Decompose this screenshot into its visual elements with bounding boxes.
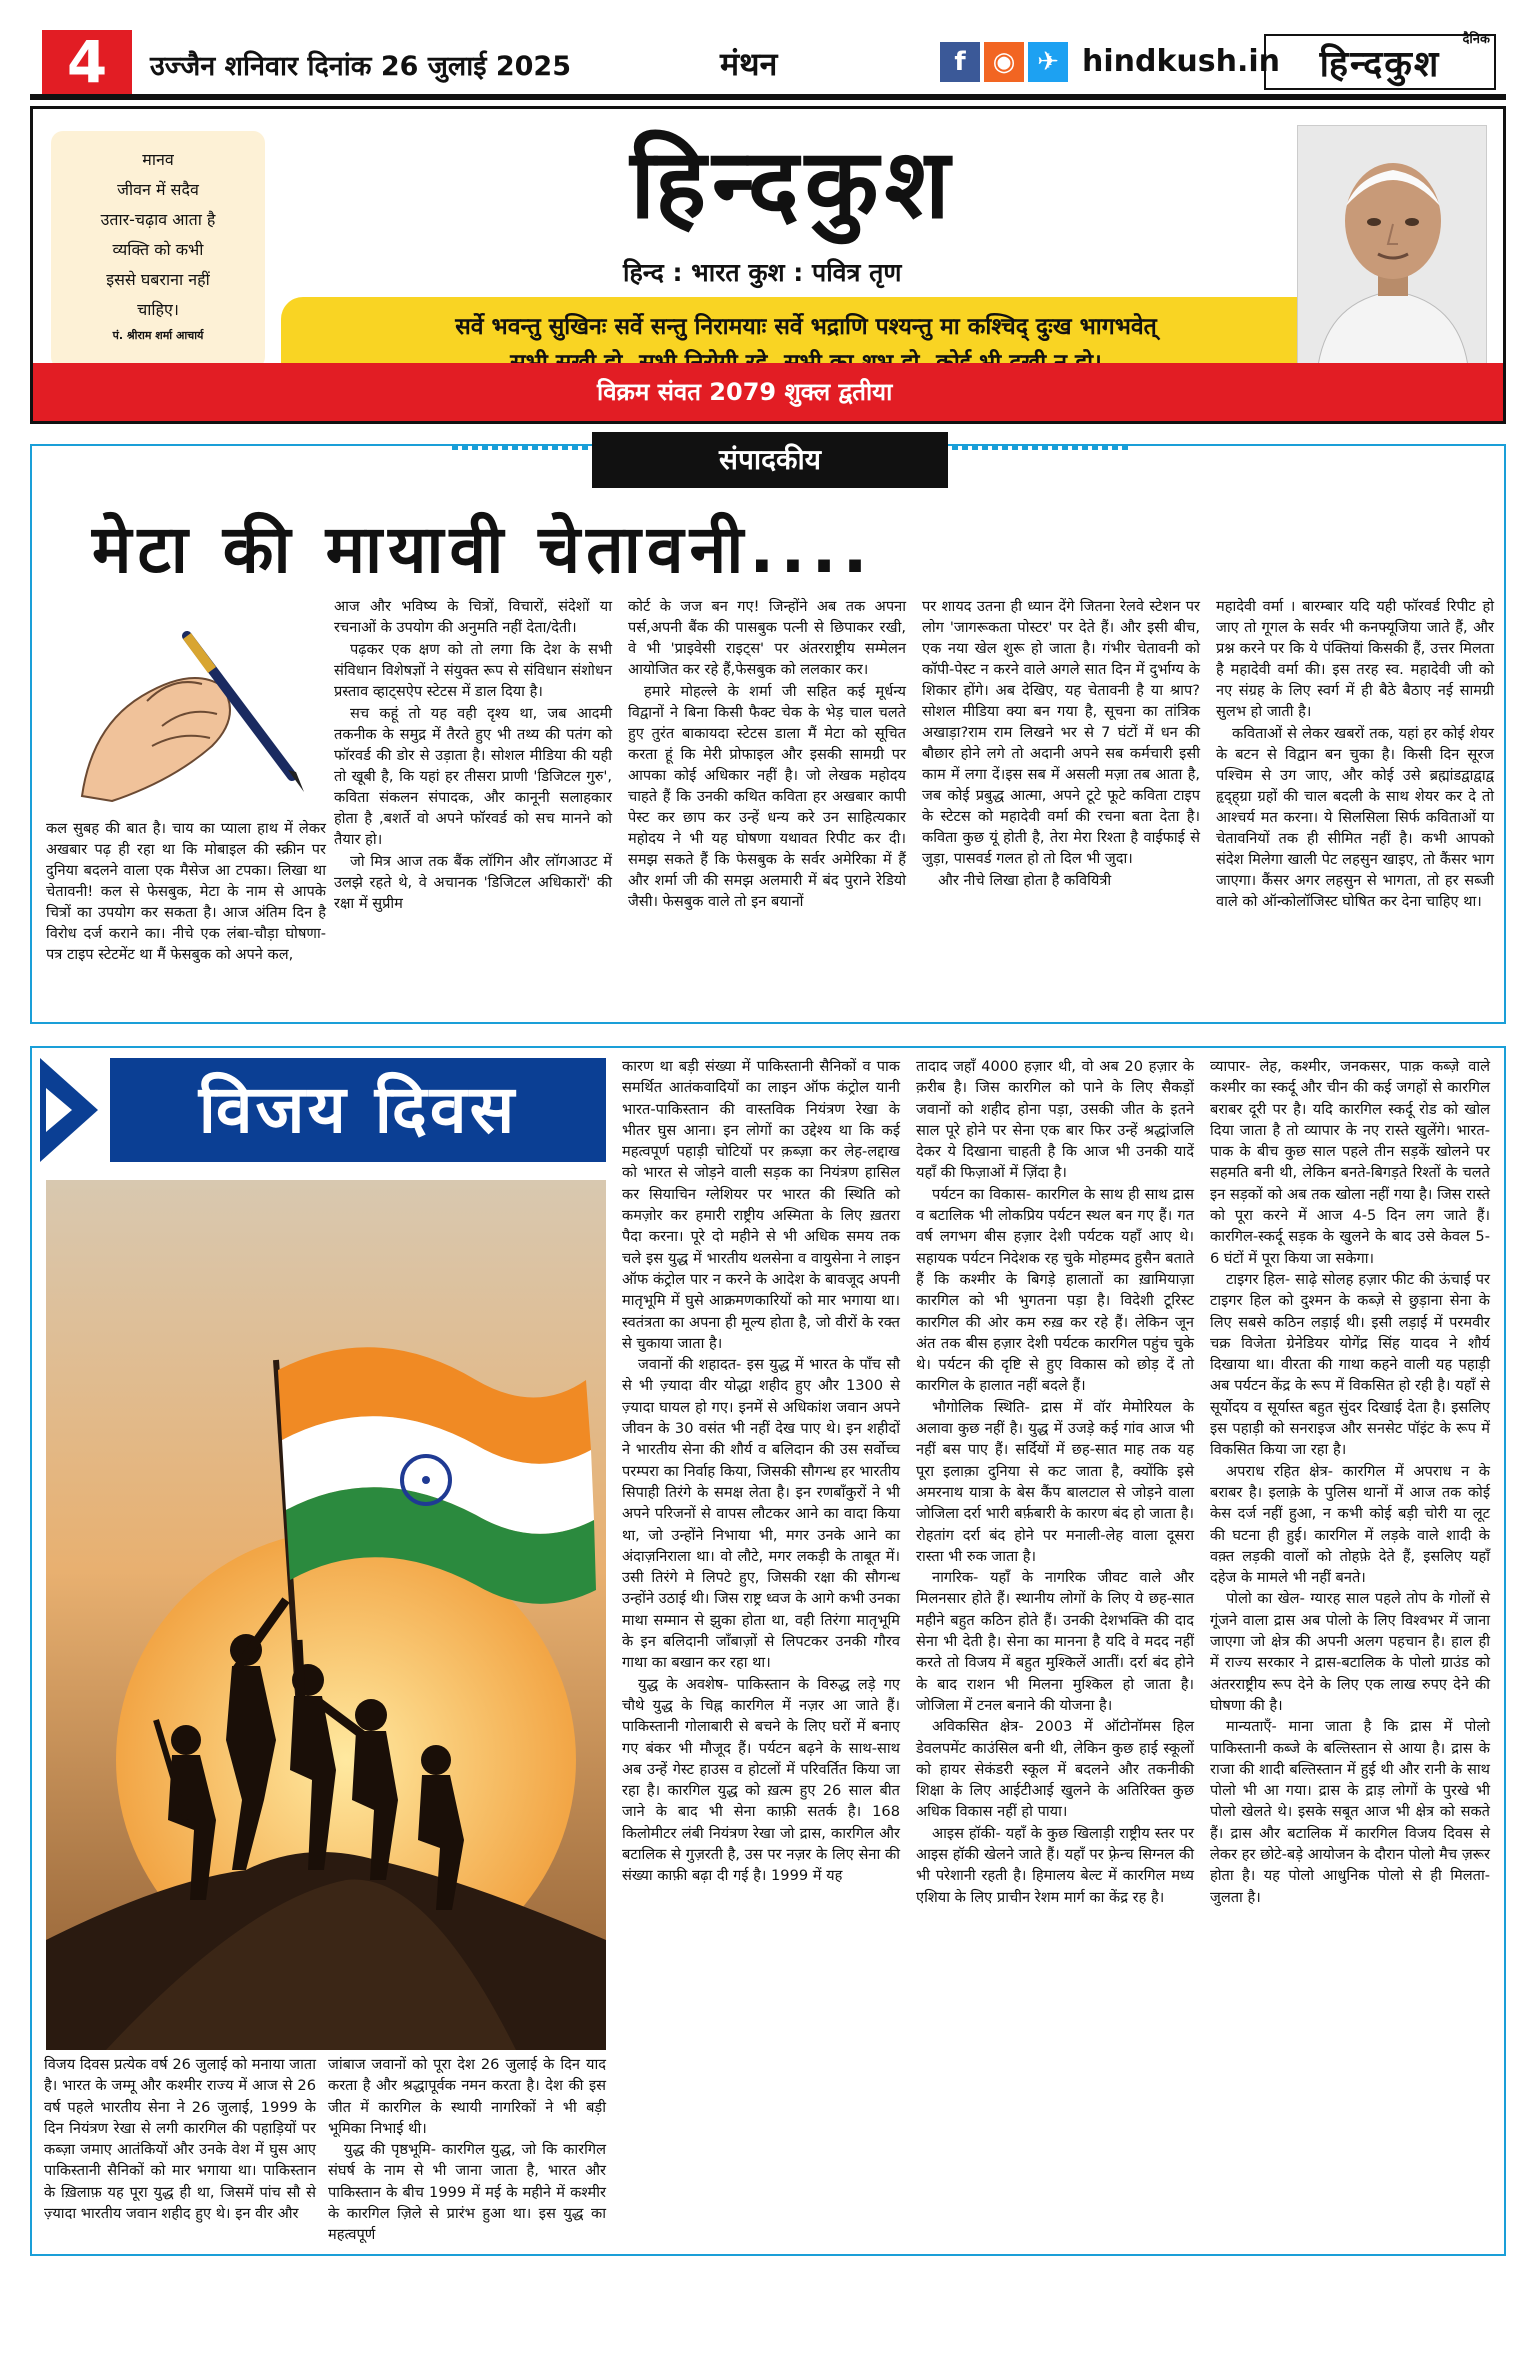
thought-line: इससे घबराना नहीं — [106, 270, 210, 289]
paragraph: जो मित्र आज तक बैंक लॉगिन और लॉगआउट में उलझे रहते थे, वे अचानक 'डिजिटल अधिकारों' की रक्षा में सुप्रीम — [334, 853, 612, 912]
editorial-column-4 — [922, 596, 1200, 892]
paragraph: कारण था बड़ी संख्या में पाकिस्तानी सैनिकों व पाक समर्थित आतंकवादियों का लाइन ऑफ कंट्रोल यानी भारत-पाकिस्तान की वास्तविक नियंत्रण रेखा के भीतर घुस आना। इन लोगों का उद्देश्य था कि कई महत्वपूर्ण पहाड़ी चोटियों पर क़ब्ज़ा कर लेह-लद्दाख को भारत से जोड़ने वाली सड़क का नियंत्रण हासिल कर सियाचिन ग्लेशियर पर भारत की स्थिति को कमज़ोर कर हमारी राष्ट्रीय अस्मिता के लिए ख़तरा पैदा करना। पूरे दो महीने से भी अधिक समय तक चले इस युद्ध में भारतीय थलसेना व वायुसेना ने लाइन ऑफ कंट्रोल पार न करने के आदेश के बावजूद अपनी मातृभूमि में घुसे आक्रमणकारियों को मार भगाया था। स्वतंत्रता का अपना ही मूल्य होता है, जो वीरों के रक्त से चुकाया जाता है। — [622, 1058, 900, 1352]
newspaper-title: हिन्दकुश — [630, 127, 956, 240]
paragraph: कोर्ट के जज बन गए! जिन्होंने अब तक अपना पर्स,अपनी बैंक की पासबुक पत्नी से छिपाकर रखी, वे भी 'प्राइवेसी राइट्स' पर अंतरराष्ट्रीय सम्मेलन आयोजित कर रहे हैं,फेसबुक को ललकार कर। — [628, 598, 906, 678]
editorial-column-2 — [334, 596, 612, 915]
paragraph: आज और भविष्य के चित्रों, विचारों, संदेशों या रचनाओं के उपयोग की अनुमति नहीं देता/देती। — [334, 598, 612, 636]
social-icons — [940, 42, 1068, 82]
small-logo-text: हिन्दकुश — [1319, 43, 1441, 85]
paragraph: अपराध रहित क्षेत्र- कारगिल में अपराध न के बराबर है। इलाक़े के पुलिस थानों में आज तक कोई केस दर्ज नहीं हुआ, न कभी कोई बड़ी चोरी या लूट की घटना ही हुई। कारगिल में लड़के वाले शादी के वक़्त लड़की वालों को तोहफ़े देते हैं, इसलिए यहाँ दहेज के मामले भी नहीं बनते। — [1210, 1462, 1490, 1587]
editorial-column-1 — [46, 818, 326, 966]
thought-line: व्यक्ति को कभी — [112, 240, 204, 259]
portrait-illustration — [1298, 126, 1487, 365]
pen-hand-illustration — [52, 606, 322, 806]
twitter-icon[interactable]: ✈ — [1028, 42, 1068, 82]
paragraph: विजय दिवस प्रत्येक वर्ष 26 जुलाई को मनाया जाता है। भारत के जम्मू और कश्मीर राज्य में आज से 26 वर्ष पहले भारतीय सेना ने 26 जुलाई, 1999 के दिन नियंत्रण रेखा से लगी कारगिल की पहाड़ियों पर कब्ज़ा जमाए आतंकियों और उनके वेश में घुस आए पाकिस्तानी सैनिकों को मार भगाया था। पाकिस्तान के ख़िलाफ़ यह पूरा युद्ध ही था, जिसमें पांच सौ से ज़्यादा भारतीय जवान शहीद हुए थे। इन वीर और — [44, 2056, 316, 2223]
paragraph: जवानों की शहादत- इस युद्ध में भारत के पाँच सौ से भी ज़्यादा वीर योद्धा शहीद हुए और 1300 से ज़्यादा घायल हो गए। इनमें से अधिकांश जवान अपने जीवन के 30 वसंत भी नहीं देख पाए थे। इन शहीदों ने भारतीय सेना की शौर्य व बलिदान की उस सर्वोच्च परम्परा का निर्वाह किया, जिसकी सौगन्ध हर भारतीय सिपाही तिरंगे के समक्ष लेता है। इन रणबाँकुरों ने भी अपने परिजनों से वापस लौटकर आने का वादा किया था, जो उन्होंने निभाया भी, मगर उनके आने का अंदाज़निराला था। वो लौटे, मगर लकड़ी के ताबूत में। उसी तिरंगे मे लिपटे हुए, जिसकी रक्षा की सौगन्ध उन्होंने उठाई थी। जिस राष्ट्र ध्वज के आगे कभी उनका माथा सम्मान से झुका होता था, वही तिरंगा मातृभूमि के इन बलिदानी जाँबाज़ों से लिपटकर उनकी गौरव गाथा का बखान कर रहा था। — [622, 1356, 900, 1672]
editorial-section — [30, 444, 1506, 1024]
thought-box — [51, 131, 265, 369]
paragraph: टाइगर हिल- साढ़े सोलह हज़ार फीट की ऊंचाई पर टाइगर हिल को दुश्मन के कब्ज़े से छुड़ाना सेना के लिए सबसे कठिन लड़ाई थी। इसी लड़ाई में परमवीर चक्र विजेता ग्रेनेडियर योगेंद्र सिंह यादव ने शौर्य दिखाया था। वीरता की गाथा कहने वाली यह पहाड़ी अब पर्यटन केंद्र के रूप में विकसित हो रही है। यहाँ से सूर्योदय व सूर्यास्त बहुत सुंदर दिखाई देता है। इसलिए इस पहाड़ी को सनराइज और सनसेट पॉइंट के रूप में विकसित किया जा रहा है। — [1210, 1270, 1490, 1459]
paragraph: नागरिक- यहाँ के नागरिक जीवट वाले और मिलनसार होते हैं। स्थानीय लोगों के लिए ये छह-सात महीने बहुत कठिन होते हैं। उनकी देशभक्ति की दाद सेना भी देती है। सेना का मानना है यदि वे मदद नहीं करते तो विजय में बहुत मुश्किलें आतीं। दर्रा बंद होने के बाद राशन भी मिलना मुश्किल हो जाता है। जोजिला में टनल बनाने की योजना है। — [916, 1569, 1194, 1714]
editorial-column-3 — [628, 596, 906, 913]
paragraph: व्यापार- लेह, कश्मीर, जनकसर, पाक़ कब्ज़े वाले कश्मीर का स्कर्दू और चीन की कई जगहों से कारगिल बराबर दूरी पर है। यदि कारगिल स्कर्दू रोड को खोल दिया जाता है तो व्यापार के नए रास्ते खुलेंगे। भारत-पाक के बीच कुछ साल पहले तीन सड़कें खोलने पर सहमति बनी थी, लेकिन बनते-बिगड़ते रिश्तों के चलते इन सड़कों को अब तक खोला नहीं गया है। जिस रास्ते को पूरा करने में आज 4-5 दिन लग जाते हैं। कारगिल-स्कर्दू सड़क के खुलने के बाद उसे केवल 5-6 घंटों में पूरा किया जा सकेगा। — [1210, 1058, 1490, 1267]
paragraph: पढ़कर एक क्षण को तो लगा कि देश के सभी संविधान विशेषज्ञों ने संयुक्त रूप से संविधान संशोधन प्रस्ताव व्हाट्सऐप स्टेटस में डाल दिया है। — [334, 641, 612, 700]
page-number: 4 — [42, 30, 132, 94]
thought-line: जीवन में सदैव — [117, 180, 199, 199]
paragraph: आइस हॉकी- यहाँ के कुछ खिलाड़ी राष्ट्रीय स्तर पर आइस हॉकी खेलने जाते हैं। यहाँ पर फ़्रेन्च सिग्नल की भी परेशानी रहती है। हिमालय बेल्ट में कारगिल मध्य एशिया के लिए प्राचीन रेशम मार्ग का केंद्र रह है। — [916, 1824, 1194, 1906]
paragraph: तादाद जहाँ 4000 हज़ार थी, वो अब 20 हज़ार के क़रीब है। जिस कारगिल को पाने के लिए सैकड़ों जवानों को शहीद होना पड़ा, उसकी जीत के इतने साल पूरे होने पर सेना एक बार फिर उन्हें श्रद्धांजलि देकर ये दिखाना चाहती है कि आज भी उनकी यादें यहाँ की फिज़ाओं में ज़िंदा है। — [916, 1058, 1194, 1182]
paragraph: कल सुबह की बात है। चाय का प्याला हाथ में लेकर अखबार पढ़ ही रहा था कि मोबाइल की स्क्रीन पर दुनिया बदलने वाला एक मैसेज आ टपका। लिखा था चेतावनी! कल से फेसबुक, मेटा के नाम से आपके चित्रों का उपयोग कर सकता है। आज अंतिम दिन है विरोध दर्ज कराने का। नीचे एक लंबा-चौड़ा घोषणा-पत्र टाइप स्टेटमेंट था मैं फेसबुक को अपने कल, — [46, 820, 326, 963]
editorial-label: संपादकीय — [592, 432, 948, 488]
masthead — [30, 106, 1506, 424]
feature-column-2 — [328, 2054, 606, 2246]
paragraph: मान्यताएँ- माना जाता है कि द्रास में पोलो पाकिस्तानी कब्जे के बल्तिस्तान से आया है। द्रास के राजा की शादी बल्तिस्तान में हुई थी और रानी के साथ पोलो भी आ गया। द्रास के द्राड़ लोगों के पुरखे भी पोलो खेलते थे। इसके सबूत आज भी क्षेत्र को सकते हैं। द्रास और बटालिक में कारगिल विजय दिवस से लेकर हर छोटे-बड़े आयोजन के दौरान पोलो मैच ज़रूर होता है। यह पोलो आधुनिक पोलो से ही मिलता-जुलता है। — [1210, 1718, 1490, 1906]
section-name: मंथन — [720, 45, 778, 83]
feature-column-5 — [1210, 1056, 1490, 1908]
paragraph: हमारे मोहल्ले के शर्मा जी सहित कई मूर्धन्य विद्वानों ने बिना किसी फैक्ट चेक के भेड़ चाल चलते हुए तुरंत बाकायदा स्टेटस डाला मैं मेटा को सूचित करता हूं कि मेरी प्रोफाइल और इसकी सामग्री पर आपका कोई अधिकार नहीं है। जो लेखक महोदय चाहते हैं कि उनकी कथित कविता हर अखबार कापी पेस्ट कर छाप कर उन्हें धन्य करे उन साहित्यकार महोदय ने भी यह घोषणा यथावत रिपीट कर दी। समझ सकते हैं कि फेसबुक के सर्वर अमेरिका में हैं और शर्मा जी की समझ अलमारी में बंद पुराने रेडियो जैसी। फेसबुक वाले तो इन बयानों — [628, 683, 906, 910]
paragraph: सच कहूं तो यह वही दृश्य था, जब आदमी तकनीक के समुद्र में तैरते हुए भी तथ्य की पतंग को फॉरवर्ड की डोर से उड़ाता है। सोशल मीडिया की यही तो खूबी है, कि यहां हर तीसरा प्राणी 'डिजिटल गुरु', कविता संकलन संपादक, और कानूनी सलाहकार होता है ,बशर्ते वो अपने फॉरवर्ड को सच मानने को तैयार हो। — [334, 705, 612, 848]
small-logo — [1264, 34, 1496, 90]
top-bar — [30, 30, 1506, 100]
paragraph: भौगोलिक स्थिति- द्रास में वॉर मेमोरियल के अलावा कुछ नहीं है। युद्ध में उजड़े कई गांव आज भी नहीं बस पाए हैं। सर्दियों में छह-सात माह तक यह पूरा इलाक़ा दुनिया से कट जाता है, क्योंकि इसे अमरनाथ यात्रा के बेस कैंप बालटाल से जोड़ने वाला जोजिला दर्रा भारी बर्फ़बारी के कारण बंद हो जाता है। रोहतांग दर्रा बंद होने पर मनाली-लेह वाला दूसरा रास्ता भी रुक जाता है। — [916, 1398, 1194, 1565]
editorial-headline: मेटा की मायावी चेतावनी.... — [92, 511, 874, 588]
thought-line: मानव — [142, 150, 174, 169]
thought-line: चाहिए। — [137, 300, 179, 319]
dateline: उज्जैन शनिवार दिनांक 26 जुलाई 2025 — [150, 51, 571, 82]
tagline: हिन्द : भारत कुश : पवित्र तृण — [623, 258, 902, 287]
founder-portrait — [1297, 125, 1487, 365]
vijay-diwas-section — [30, 1046, 1506, 2256]
thought-line: उतार-चढ़ाव आता है — [100, 210, 216, 229]
feature-column-3 — [622, 1056, 900, 1887]
feature-column-4 — [916, 1056, 1194, 1908]
editorial-column-5 — [1216, 596, 1494, 913]
paragraph: युद्ध के अवशेष- पाकिस्तान के विरुद्ध लड़े गए चौथे युद्ध के चिह्न कारगिल में नज़र आ जाते हैं। पाकिस्तानी गोलाबारी से बचने के लिए घरों में बनाए गए बंकर भी मौजूद हैं। पर्यटन बढ़ने के साथ-साथ अब उन्हें गेस्ट हाउस व होटलों में परिवर्तित किया जा रहा है। कारगिल युद्ध को ख़त्म हुए 26 साल बीत जाने के बाद भी सेना काफ़ी सतर्क है। 168 किलोमीटर लंबी नियंत्रण रेखा जो द्रास, कारगिल और बटालिक से गुज़रती है, उस पर नज़र के लिए सेना की संख्या काफ़ी बढ़ा दी गई है। 1999 में यह — [622, 1675, 900, 1885]
paragraph: अविकसित क्षेत्र- 2003 में ऑटोनॉमस हिल डेवलपमेंट काउंसिल बनी थी, लेकिन कुछ हाई स्कूलों को हायर सेकंडरी स्कूल में बदलने और तकनीकी शिक्षा के लिए आईटीआई खुलने के अतिरिक्त कुछ अधिक विकास नहीं हो पाया। — [916, 1718, 1194, 1821]
facebook-icon[interactable]: f — [940, 42, 980, 82]
paragraph: कविताओं से लेकर खबरों तक, यहां हर कोई शेयर के बटन से विद्वान बन चुका है। किसी दिन सूरज पश्चिम से उग जाए, और कोई उसे ब्रह्मांडद्वाद्वाद्व हृद्‌ह्‌ग्रा ग्रहों की चाल बदली के साथ शेयर कर दे तो आश्चर्य मत करना। ये सिलसिला सिर्फ कविताओं या चेतावनियों तक ही सीमित नहीं है। कभी आपको संदेश मिलेगा खाली पेट लहसुन खाइए, तो कैंसर भाग जाएगा। कैंसर अगर लहसुन से भागता, तो हर सब्जी वाले को ऑन्कोलॉजिस्ट घोषित कर देना चाहिए था। — [1216, 725, 1494, 910]
feature-column-1 — [44, 2054, 316, 2224]
thought-author: पं. श्रीराम शर्मा आचार्य — [112, 329, 204, 342]
rss-icon[interactable]: ◉ — [984, 42, 1024, 82]
paragraph: युद्ध की पृष्ठभूमि- कारगिल युद्ध, जो कि कारगिल संघर्ष के नाम से भी जाना जाता है, भारत और पाकिस्तान के बीच 1999 में मई के महीने में कश्मीर के कारगिल ज़िले से प्रारंभ हुआ था। इस युद्ध का महत्वपूर्ण — [328, 2141, 606, 2244]
website-link[interactable]: hindkush.in — [1082, 44, 1281, 79]
paragraph: जांबाज जवानों को पूरा देश 26 जुलाई के दिन याद करता है और श्रद्धापूर्वक नमन करता है। देश की इस जीत में कारगिल के स्थायी नागरिकों ने भी बड़ी भूमिका निभाई थी। — [328, 2056, 606, 2137]
mantra-sanskrit: सर्वे भवन्तु सुखिनः सर्वे सन्तु निरामयाः सर्वे भद्राणि पश्यन्तु मा कश्चिद् दुःख भागभवेत् — [455, 314, 1157, 340]
vijay-diwas-banner — [40, 1058, 606, 1162]
flag-soldiers-illustration — [46, 1180, 606, 2050]
banner-arrow-inner-icon — [46, 1088, 72, 1132]
samvat-text: विक्रम संवत 2079 शुक्ल द्वतीया — [597, 378, 893, 406]
paragraph: और नीचे लिखा होता है कवियित्री — [938, 872, 1112, 889]
feature-title: विजय दिवस — [110, 1058, 606, 1162]
paragraph: पर शायद उतना ही ध्यान देंगे जितना रेलवे स्टेशन पर लोग 'जागरूकता पोस्टर' पर देते हैं। और इसी बीच, एक नया खेल शुरू हो जाता है। गंभीर चेतावनी को कॉपी-पेस्ट न करने वाले अगले सात दिन में दुर्भाग्य के शिकार होंगे। अब देखिए, यह चेतावनी है या श्राप? सोशल मीडिया क्या बन गया है, सूचना का तांत्रिक अखाड़ा?राम राम लिखने भर से 7 घंटों में धन की बौछार होने लगे तो अदानी अपने सब कर्मचारी इसी काम में लगा दें।इस सब में असली मज़ा तब आता है, जब कोई प्रबुद्ध आत्मा, अपने टूटे फूटे कविता टाइप के स्टेटस को महादेवी वर्मा की रचना बता देता है। कविता कुछ यूं होती है, तेरा मेरा रिश्ता है वाईफाई से जुड़ा, पासवर्ड गलत हो तो दिल भी जुदा। — [922, 598, 1200, 867]
small-logo-tag: दैनिक — [1462, 32, 1490, 47]
paragraph: महादेवी वर्मा । बारम्बार यदि यही फॉरवर्ड रिपीट हो जाए तो गूगल के सर्वर भी कनफ्यूजिया जाते हैं, और प्रश्न करने पर कि ये पंक्तियां किसकी हैं, उत्तर मिलता है महादेवी वर्मा की। इस तरह स्व. महादेवी जी को नए संग्रह के लिए स्वर्ग में ही बैठे बैठाए नई सामग्री सुलभ हो जाती है। — [1216, 598, 1494, 720]
samvat-band — [33, 363, 1503, 421]
paragraph: पोलो का खेल- ग्यारह साल पहले तोप के गोलों से गूंजने वाला द्रास अब पोलो के लिए विश्वभर में जाना जाएगा जो क्षेत्र की अपनी अलग पहचान है। हाल ही में राज्य सरकार ने द्रास-बटालिक के पोलो ग्राउंड को अंतरराष्ट्रीय रूप देने के लिए एक लाख रुपए देने की घोषणा की है। — [1210, 1590, 1490, 1714]
paragraph: पर्यटन का विकास- कारगिल के साथ ही साथ द्रास व बटालिक भी लोकप्रिय पर्यटन स्थल बन गए हैं। गत वर्ष लगभग बीस हज़ार देशी पर्यटक यहाँ आए थे। सहायक पर्यटन निदेशक रह चुके मोहम्मद हुसैन बताते हैं कि कश्मीर के बिगड़े हालातों का ख़ामियाज़ा कारगिल को भी भुगतना पड़ा है। विदेशी टूरिस्ट कारगिल की ओर कम रुख़ कर रहे हैं। लेकिन जून अंत तक बीस हज़ार देशी पर्यटक कारगिल पहुंच चुके थे। पर्यटन की दृष्टि से हुए विकास को छोड़ दें तो कारगिल के हालात नहीं बदले हैं। — [916, 1185, 1194, 1395]
